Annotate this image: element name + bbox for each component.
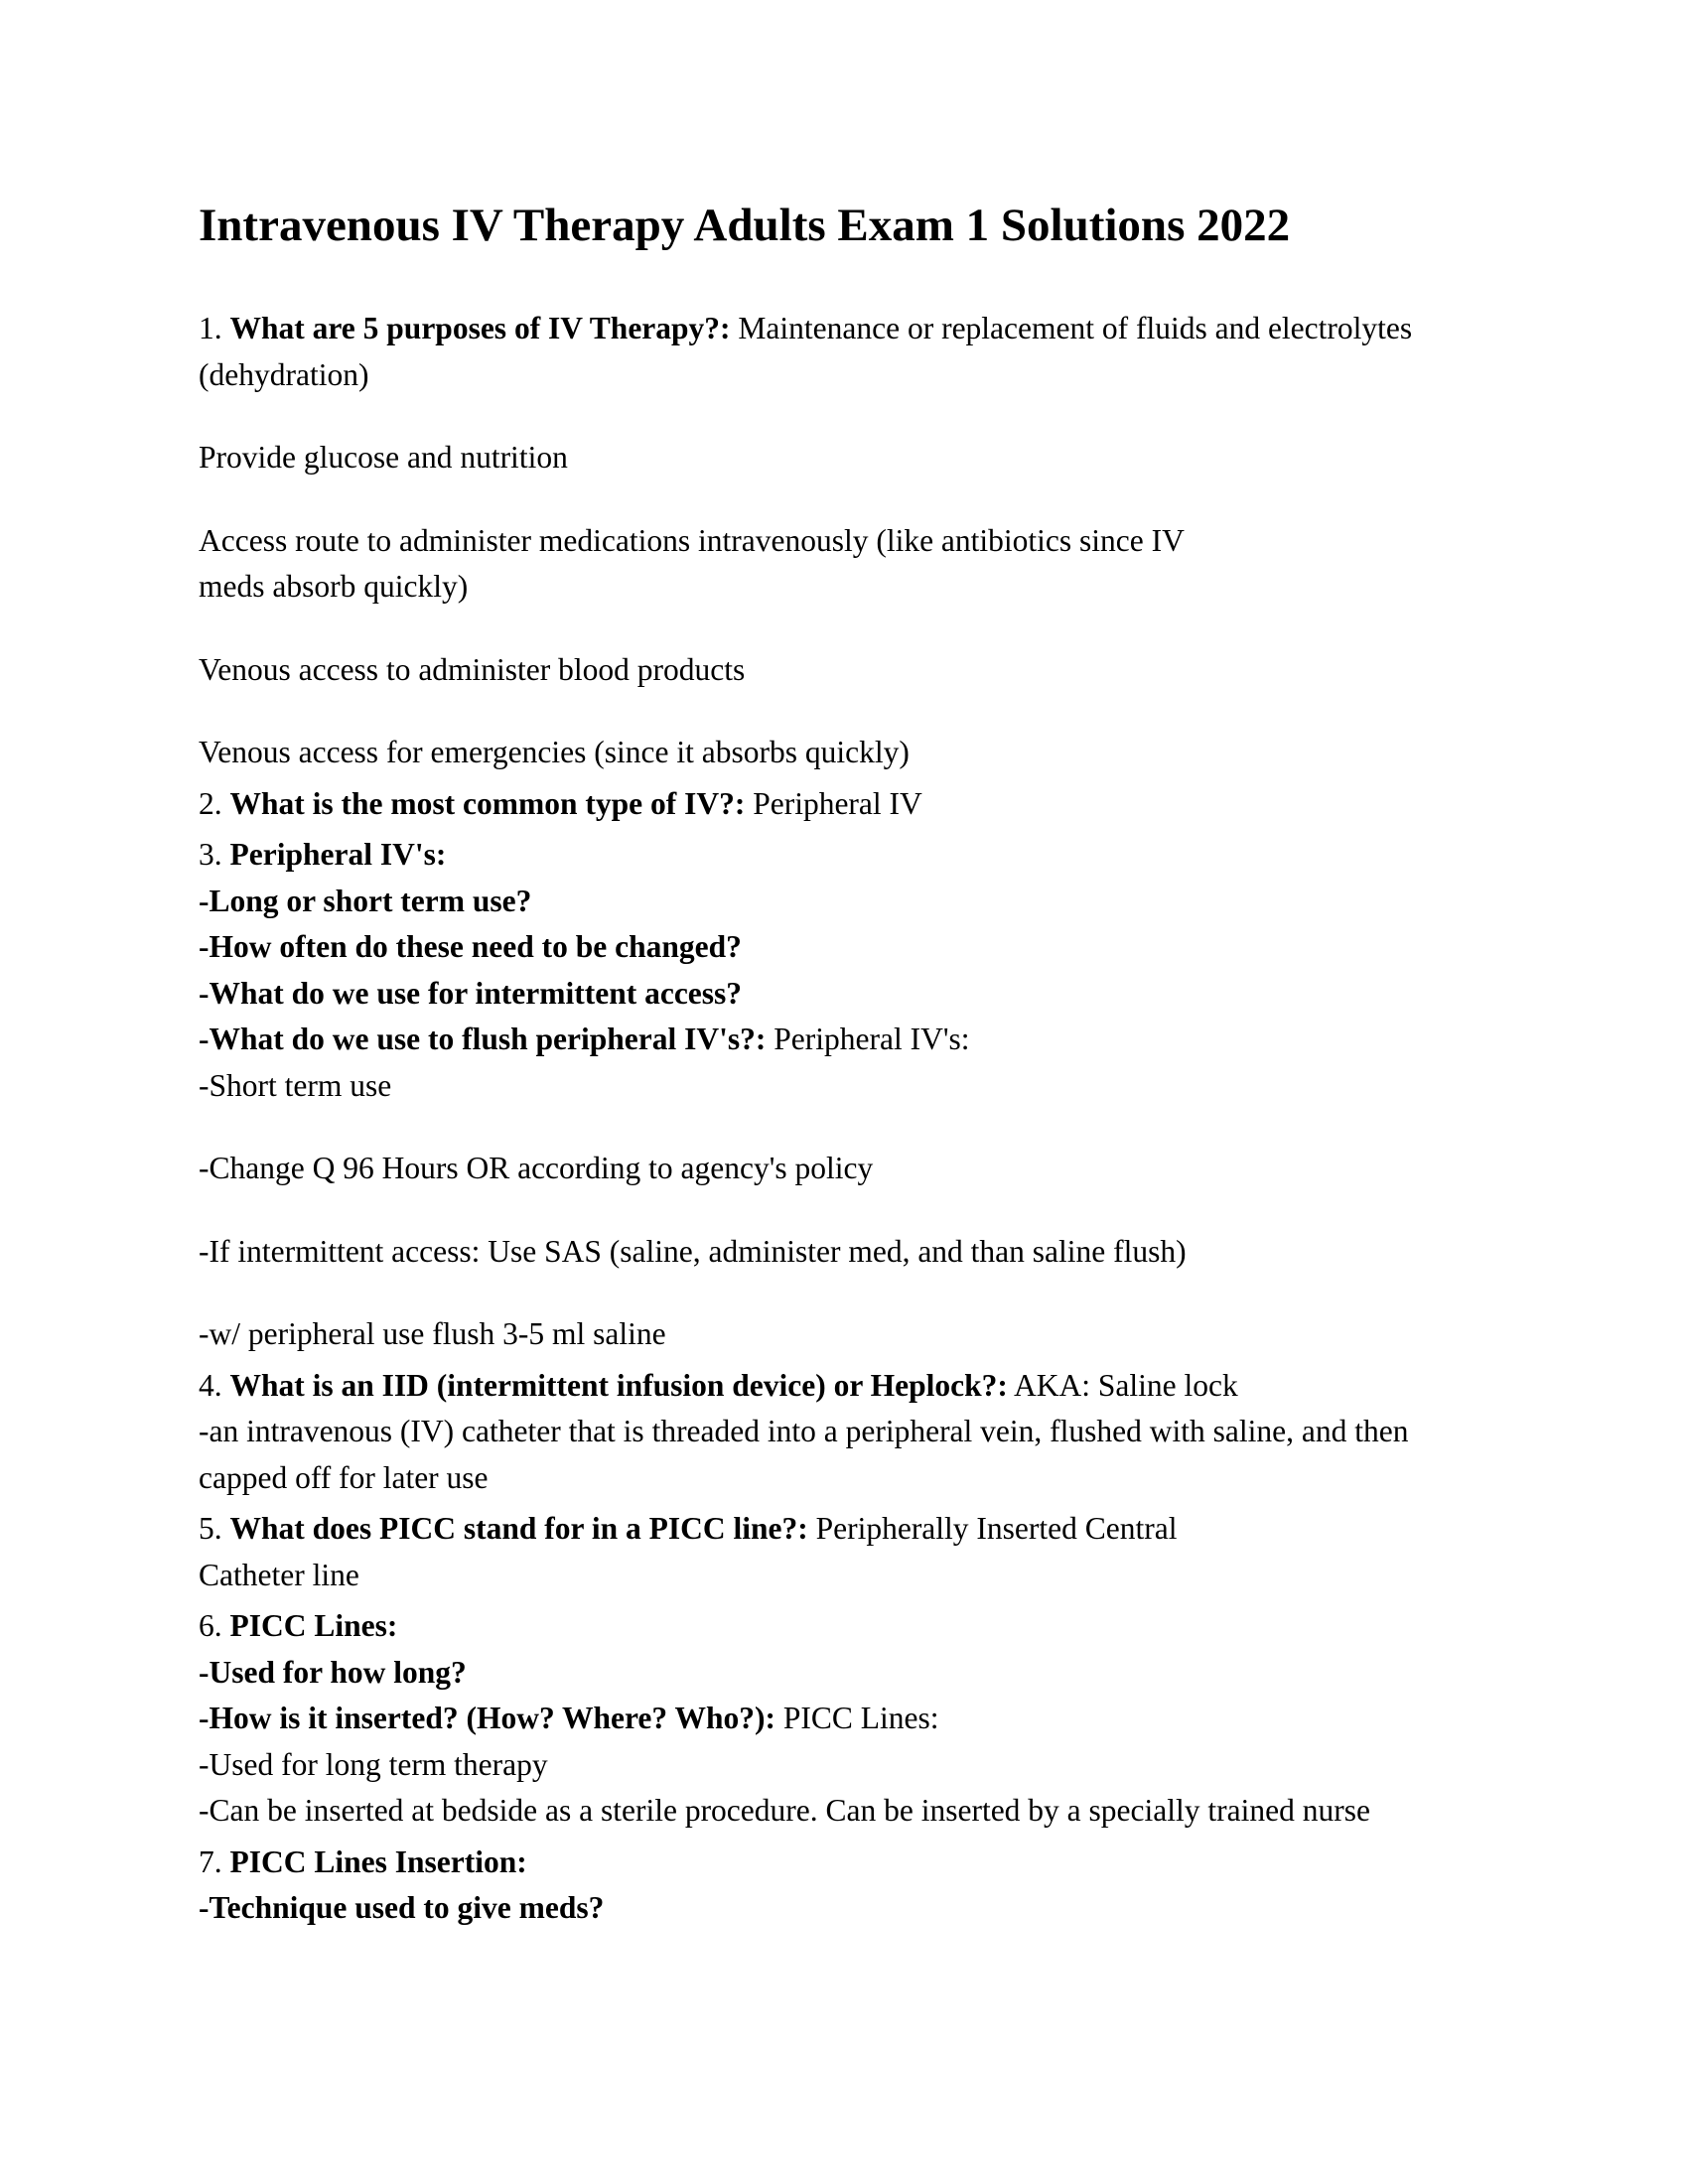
q7-line-1 <box>199 1840 1489 1886</box>
q3-line-5 <box>199 1017 1489 1063</box>
q5-number: 5. <box>199 1511 230 1546</box>
q2-answer: Peripheral IV <box>745 785 922 821</box>
q6-question-1: PICC Lines: <box>229 1608 398 1643</box>
q3-number: 3. <box>199 837 230 872</box>
q1-purpose-3a: Access route to administer medications intravenously (like antibiotics since IV <box>199 522 1185 558</box>
q5-answer-1: Catheter line <box>199 1557 359 1592</box>
q7-question-1: PICC Lines Insertion: <box>229 1843 527 1879</box>
q6-question-2 <box>199 1650 1489 1697</box>
q1-question-line <box>199 306 1489 352</box>
q6-question-3: -How is it inserted? (How? Where? Who?): <box>199 1701 775 1735</box>
q7-question-2 <box>199 1885 1489 1932</box>
q2-number: 2. <box>199 785 230 821</box>
q3-line-1 <box>199 832 1489 879</box>
q1-number: 1. <box>199 311 230 345</box>
q1-question: What are 5 purposes of IV Therapy?: <box>229 311 731 345</box>
q3-answer-2: -Change Q 96 Hours OR according to agency's policy <box>199 1151 874 1185</box>
q5-question: What does PICC stand for in a PICC line?: <box>229 1511 808 1546</box>
q7-number: 7. <box>199 1843 230 1879</box>
q1-purpose-4: Venous access to administer blood products <box>199 651 746 687</box>
q1-answer-1: Maintenance or replacement of fluids and electrolytes <box>730 311 1413 345</box>
q4-answer-1: -an intravenous (IV) catheter that is threaded into a peripheral vein, flushed with saline, and then <box>199 1414 1409 1448</box>
q3-answer-4: -w/ peripheral use flush 3-5 ml saline <box>199 1316 666 1351</box>
q7-question-2-text: -Technique used to give meds? <box>199 1890 605 1925</box>
q3-answer-1: -Short term use <box>199 1067 392 1103</box>
q5-answer-0: Peripherally Inserted Central <box>807 1511 1178 1546</box>
q4-number: 4. <box>199 1367 230 1403</box>
q1-purpose-2: Provide glucose and nutrition <box>199 440 568 475</box>
q3-question-5: -What do we use to flush peripheral IV's?: <box>199 1022 767 1056</box>
q3-question-4 <box>199 971 1489 1018</box>
q6-line-1 <box>199 1603 1489 1650</box>
q6-answer-1: -Used for long term therapy <box>199 1746 548 1782</box>
q6-question-2-text: -Used for how long? <box>199 1654 467 1690</box>
q5-line <box>199 1506 1489 1553</box>
q3-question-3-text: -How often do these need to be changed? <box>199 929 742 964</box>
q2-question: What is the most common type of IV?: <box>229 785 746 821</box>
q6-answer-0: PICC Lines: <box>774 1701 939 1735</box>
q4-line <box>199 1363 1489 1410</box>
q3-question-3 <box>199 924 1489 971</box>
q6-answer-2: -Can be inserted at bedside as a sterile procedure. Can be inserted by a specially trained nurse <box>199 1793 1370 1828</box>
q1-purpose-3b: meds absorb quickly) <box>199 569 469 604</box>
q3-question-2-text: -Long or short term use? <box>199 883 532 918</box>
q2-line <box>199 781 1489 828</box>
q1-answer-2: (dehydration) <box>199 356 369 392</box>
q1-purpose-5: Venous access for emergencies (since it absorbs quickly) <box>199 735 910 769</box>
q3-answer-3: -If intermittent access: Use SAS (saline, administer med, and than saline flush) <box>199 1233 1187 1269</box>
q6-line-3 <box>199 1696 1489 1742</box>
q3-answer-0: Peripheral IV's: <box>766 1022 970 1056</box>
q4-answer-2: capped off for later use <box>199 1459 489 1495</box>
q4-answer-0: AKA: Saline lock <box>1007 1367 1238 1403</box>
document-content <box>199 306 1489 1932</box>
q3-question-2 <box>199 879 1489 925</box>
document-title: Intravenous IV Therapy Adults Exam 1 Solutions 2022 <box>199 200 1291 251</box>
q4-question: What is an IID (intermittent infusion device) or Heplock?: <box>229 1367 1008 1403</box>
q3-question-1: Peripheral IV's: <box>229 837 447 872</box>
q3-question-4-text: -What do we use for intermittent access? <box>199 975 743 1011</box>
q6-number: 6. <box>199 1608 230 1643</box>
